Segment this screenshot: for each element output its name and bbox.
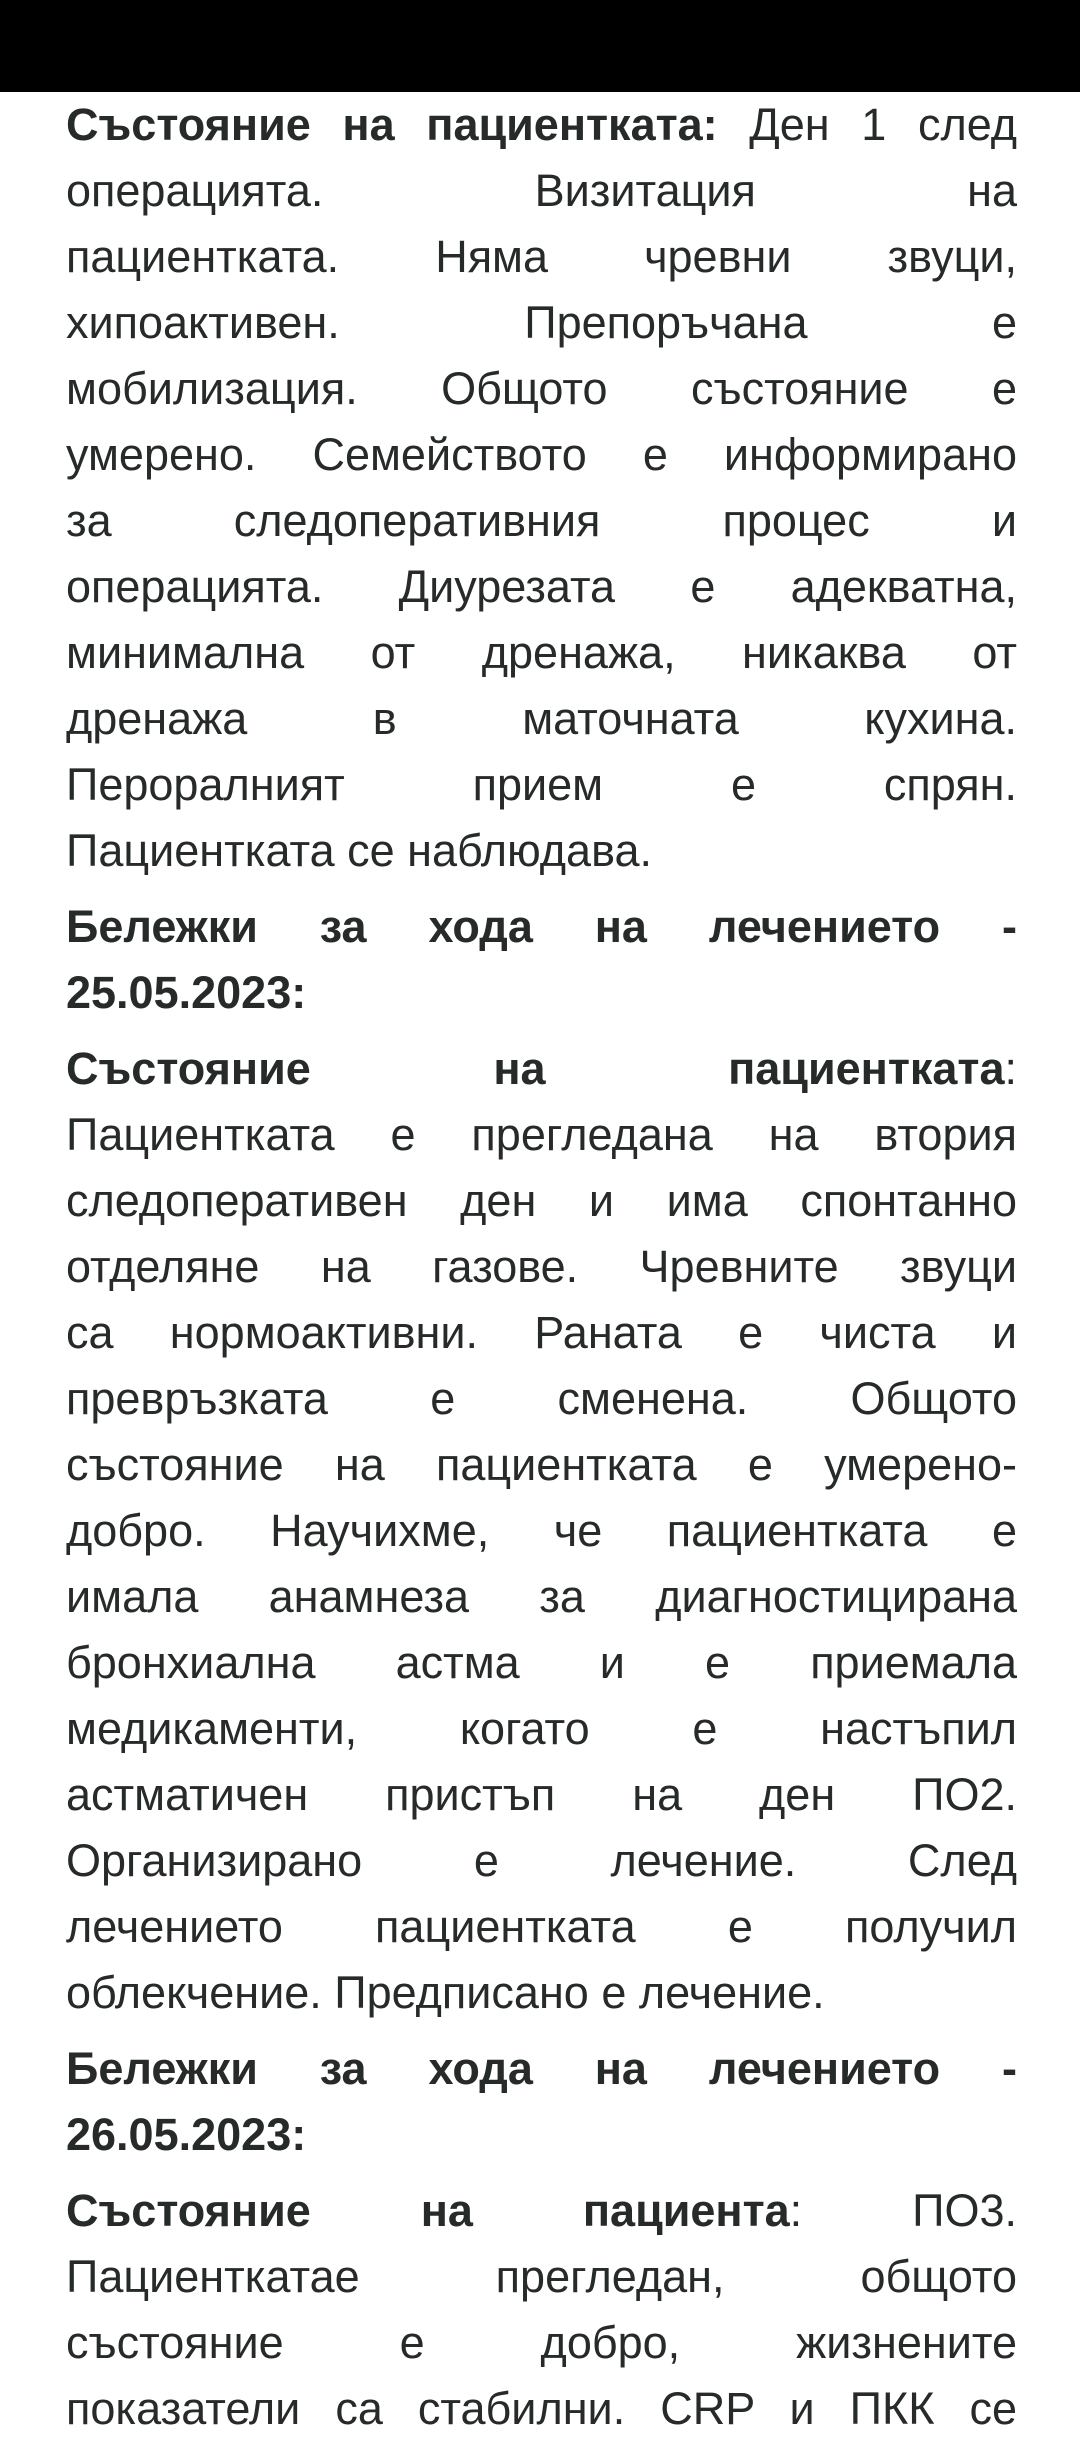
bold-text-run: Състояние на пациентката — [66, 1043, 1005, 1094]
bold-text-run: 25.05.2023: — [66, 967, 307, 1018]
text-line — [66, 1564, 1017, 1630]
text-run: минимална от дренажа, никаква от — [66, 627, 1017, 678]
text-run: : ПО3. — [789, 2185, 1017, 2236]
text-run: дренажа в маточната кухина. — [66, 693, 1017, 744]
text-run: бронхиална астма и е приемала — [66, 1637, 1017, 1688]
text-line — [66, 422, 1017, 488]
text-line — [66, 290, 1017, 356]
text-line — [66, 2102, 1017, 2168]
text-line — [66, 1696, 1017, 1762]
text-run: за следоперативния процес и — [66, 495, 1017, 546]
text-run: Организирано е лечение. След — [66, 1835, 1017, 1886]
text-line — [66, 1300, 1017, 1366]
text-run: хипоактивен. Препоръчана е — [66, 297, 1017, 348]
bold-text-run: Състояние на пациента — [66, 2185, 790, 2236]
note-paragraph — [66, 92, 1017, 884]
bold-text-run: Бележки за хода на лечението - — [66, 901, 1017, 952]
text-run: са нормоактивни. Раната е чиста и — [66, 1307, 1017, 1358]
text-line — [66, 1432, 1017, 1498]
text-line — [66, 1630, 1017, 1696]
text-line — [66, 686, 1017, 752]
text-line — [66, 2310, 1017, 2376]
text-run: умерено. Семейството е информирано — [66, 429, 1017, 480]
bold-text-run: Състояние на пациентката: — [66, 99, 718, 150]
bold-text-run: Бележки за хода на лечението - — [66, 2043, 1017, 2094]
text-line — [66, 1234, 1017, 1300]
text-run: добро. Научихме, че пациентката е — [66, 1505, 1017, 1556]
text-run: Пациенткатае прегледан, общото — [66, 2251, 1017, 2302]
text-run: облекчение. Предписано е лечение. — [66, 1967, 825, 2018]
text-line — [66, 620, 1017, 686]
text-run: състояние на пациентката е умерено- — [66, 1439, 1017, 1490]
text-run: имала анамнеза за диагностицирана — [66, 1571, 1017, 1622]
text-line — [66, 818, 1017, 884]
text-line — [66, 2376, 1017, 2442]
text-run: Пациентката се наблюдава. — [66, 825, 653, 876]
text-run: пациентката. Няма чревни звуци, — [66, 231, 1017, 282]
text-line — [66, 1960, 1017, 2026]
bold-text-run: 26.05.2023: — [66, 2109, 307, 2160]
text-run: Пациентката е прегледана на втория — [66, 1109, 1017, 1160]
text-run: Пероралният прием е спрян. — [66, 759, 1017, 810]
top-black-bar — [0, 0, 1080, 92]
text-line — [66, 2178, 1017, 2244]
text-run: Ден 1 след — [717, 99, 1017, 150]
text-run: операцията. Диурезата е адекватна, — [66, 561, 1017, 612]
note-heading — [66, 894, 1017, 1026]
text-line — [66, 960, 1017, 1026]
text-line — [66, 1168, 1017, 1234]
text-line — [66, 752, 1017, 818]
text-run: мобилизация. Общото състояние е — [66, 363, 1017, 414]
text-run: лечението пациентката е получил — [66, 1901, 1017, 1952]
text-line — [66, 554, 1017, 620]
text-line — [66, 488, 1017, 554]
text-line — [66, 1762, 1017, 1828]
text-run: състояние е добро, жизнените — [66, 2317, 1017, 2368]
text-run: операцията. Визитация на — [66, 165, 1017, 216]
text-line — [66, 1366, 1017, 1432]
text-line — [66, 2036, 1017, 2102]
text-line — [66, 356, 1017, 422]
text-run: : — [1004, 1043, 1017, 1094]
text-line — [66, 2244, 1017, 2310]
text-line — [66, 1498, 1017, 1564]
document-view[interactable] — [0, 92, 1080, 2442]
text-line — [66, 1828, 1017, 1894]
text-line — [66, 224, 1017, 290]
text-run: следоперативен ден и има спонтанно — [66, 1175, 1017, 1226]
note-paragraph — [66, 1036, 1017, 2026]
note-paragraph — [66, 2178, 1017, 2442]
text-line — [66, 894, 1017, 960]
text-line — [66, 92, 1017, 158]
text-line — [66, 1036, 1017, 1102]
text-line — [66, 1894, 1017, 1960]
text-line — [66, 158, 1017, 224]
text-run: превръзката е сменена. Общото — [66, 1373, 1017, 1424]
text-run: астматичен пристъп на ден ПО2. — [66, 1769, 1017, 1820]
note-heading — [66, 2036, 1017, 2168]
text-run: показатели са стабилни. CRP и ПКК се — [66, 2383, 1017, 2434]
text-run: отделяне на газове. Чревните звуци — [66, 1241, 1017, 1292]
text-run: медикаменти, когато е настъпил — [66, 1703, 1017, 1754]
text-line — [66, 1102, 1017, 1168]
